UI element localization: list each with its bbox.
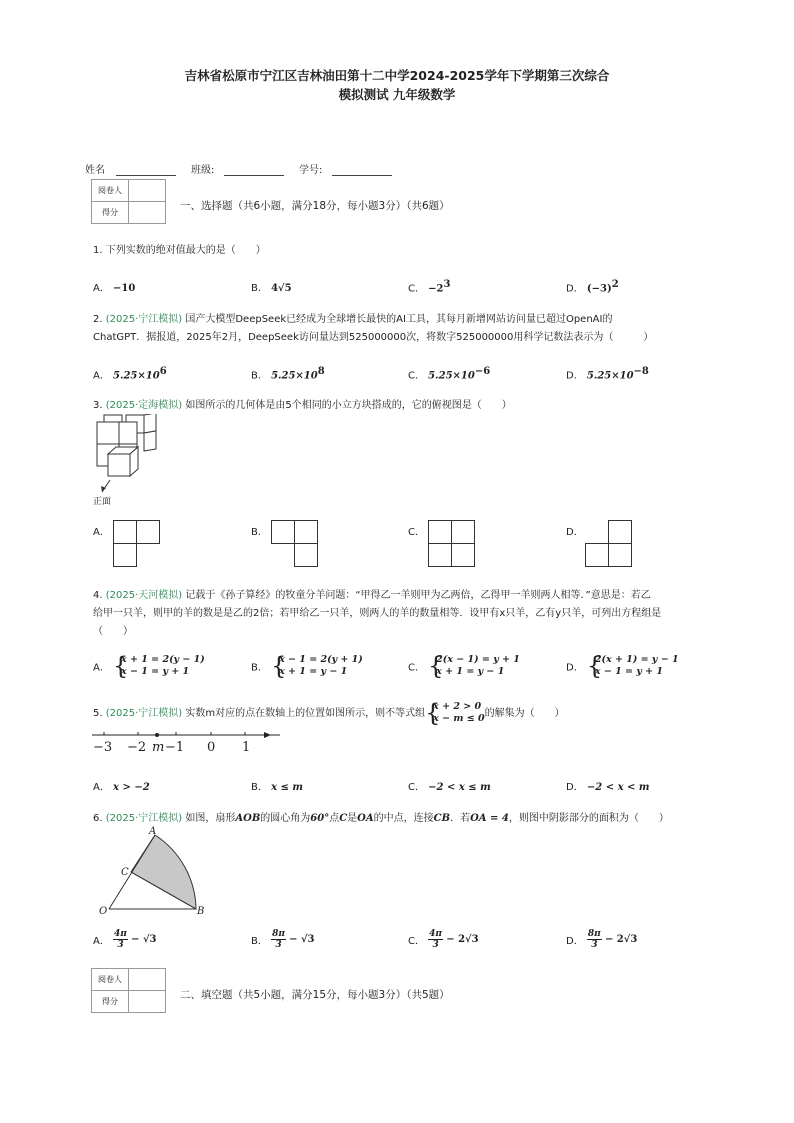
score-label-2: 得分 bbox=[92, 991, 129, 1013]
q1-option-c[interactable]: C． $-2^3$ bbox=[408, 279, 451, 295]
score-cell[interactable] bbox=[129, 202, 166, 224]
number-label: 学号: bbox=[299, 165, 323, 176]
q4-option-b[interactable]: B． { x − 1 = 2(y + 1) x + 1 = y − 1 bbox=[251, 652, 363, 680]
q3-option-b-figure bbox=[271, 520, 319, 568]
question-4-stem: 4. (2025·天河模拟) 记载于《孙子算经》的牧童分羊问题：“甲得乙一羊则甲为乙两倍，乙得甲一羊则两人相等．”意思是：若乙 bbox=[93, 590, 651, 601]
q6-source: (2025·宁江模拟) bbox=[105, 813, 183, 824]
name-field[interactable] bbox=[85, 161, 176, 176]
page-title-line2: 模拟测试 九年级数学 bbox=[338, 87, 456, 102]
reviewer-label-2: 阅卷人 bbox=[92, 969, 129, 991]
q2-option-a[interactable]: A． $5.25\times 10^6$ bbox=[93, 366, 167, 382]
number-field[interactable] bbox=[299, 161, 392, 176]
number-blank[interactable] bbox=[332, 165, 392, 176]
q3-source: (2025·定海模拟) bbox=[105, 400, 183, 411]
q5-number-line bbox=[90, 727, 280, 755]
q3-option-d-figure bbox=[585, 520, 633, 568]
svg-text:1: 1 bbox=[242, 740, 251, 755]
q2-option-c[interactable]: C． $5.25\times 10^{-6}$ bbox=[408, 366, 491, 382]
q5-source: (2025·宁江模拟) bbox=[105, 708, 183, 719]
svg-text:O: O bbox=[99, 906, 108, 917]
q6-sector-figure bbox=[95, 823, 210, 923]
q3-option-b[interactable]: B． bbox=[251, 527, 268, 538]
q4-option-d[interactable]: D． { 2(x + 1) = y − 1 x − 1 = y + 1 bbox=[566, 652, 679, 680]
q6-option-a[interactable]: A． $\frac{4\pi}{3}$ − √3 bbox=[93, 929, 157, 950]
q3-option-c[interactable]: C． bbox=[408, 527, 425, 538]
score-label: 得分 bbox=[92, 202, 129, 224]
svg-text:C: C bbox=[121, 867, 129, 878]
q6-option-c[interactable]: C． $\frac{4\pi}{3}$ − 2√3 bbox=[408, 929, 479, 950]
q3-option-a[interactable]: A． bbox=[93, 527, 110, 538]
page-title-line1: 吉林省松原市宁江区吉林油田第十二中学2024-2025学年下学期第三次综合 bbox=[184, 68, 610, 83]
q5-option-a[interactable]: A． x > −2 bbox=[93, 782, 150, 793]
score-box-2 bbox=[91, 968, 166, 1013]
reviewer-cell[interactable] bbox=[129, 180, 166, 202]
axis-arrow-icon bbox=[264, 732, 271, 738]
class-field[interactable] bbox=[191, 161, 284, 176]
q6-option-b[interactable]: B． $\frac{8\pi}{3}$ − √3 bbox=[251, 929, 315, 950]
q1-option-a[interactable]: A． −10 bbox=[93, 283, 136, 294]
question-3-stem: 3. (2025·定海模拟) 如图所示的几何体是由5个相同的小立方块搭成的，它的俯视图是（ ） bbox=[93, 400, 512, 411]
q2-source: (2025·宁江模拟) bbox=[105, 314, 183, 325]
q3-solid-figure bbox=[90, 414, 170, 510]
svg-text:−1: −1 bbox=[165, 740, 185, 755]
score-cell-2[interactable] bbox=[129, 991, 166, 1013]
name-label: 姓名 bbox=[85, 165, 105, 176]
question-5-stem: 5. (2025·宁江模拟) 实数m对应的点在数轴上的位置如图所示，则不等式组 { x + 2 > 0 x − m ≤ 0 的解集为（ ） bbox=[93, 699, 565, 727]
q5-option-d[interactable]: D． −2 < x < m bbox=[566, 782, 650, 793]
name-blank[interactable] bbox=[116, 165, 176, 176]
question-1-stem: 1. 下列实数的绝对值最大的是（ ） bbox=[93, 245, 266, 256]
q2-option-d[interactable]: D． $5.25\times 10^{-8}$ bbox=[566, 366, 649, 382]
q3-option-a-figure bbox=[113, 520, 161, 568]
q2-option-b[interactable]: B． $5.25\times 10^8$ bbox=[251, 366, 325, 382]
svg-text:B: B bbox=[197, 906, 205, 917]
m-point bbox=[155, 733, 159, 737]
score-box bbox=[91, 179, 166, 224]
class-blank[interactable] bbox=[224, 165, 284, 176]
class-label: 班级: bbox=[191, 165, 215, 176]
q4-option-c[interactable]: C． { 2(x − 1) = y + 1 x + 1 = y − 1 bbox=[408, 652, 520, 680]
section-heading: 一、选择题（共6小题，满分18分，每小题3分）（共6题） bbox=[180, 200, 450, 212]
q3-option-d[interactable]: D． bbox=[566, 527, 584, 538]
reviewer-label: 阅卷人 bbox=[92, 180, 129, 202]
question-6-stem: 6. (2025·宁江模拟) 如图，扇形AOB的圆心角为60°点C是OA的中点，连接CB．若OA = 4，则图中阴影部分的面积为（ ） bbox=[93, 813, 669, 824]
svg-text:−3: −3 bbox=[93, 740, 113, 755]
front-label: 正面 bbox=[93, 497, 112, 507]
q5-option-b[interactable]: B． x ≤ m bbox=[251, 782, 303, 793]
svg-text:A: A bbox=[149, 826, 157, 837]
svg-text:m: m bbox=[152, 740, 165, 755]
question-2-stem: 2. (2025·宁江模拟) 国产大模型DeepSeek已经成为全球增长最快的AI工具，其每月新增网站访问量已超过OpenAI的 bbox=[93, 314, 613, 325]
q1-option-b[interactable]: B． 4√5 bbox=[251, 283, 292, 294]
shaded-region bbox=[131, 835, 196, 909]
svg-text:0: 0 bbox=[207, 740, 216, 755]
q1-option-d[interactable]: D． $(-3)^2$ bbox=[566, 279, 619, 295]
q3-option-c-figure bbox=[428, 520, 476, 568]
q4-source: (2025·天河模拟) bbox=[105, 590, 183, 601]
question-4-stem-cont: 给甲一只羊，则甲的羊的数是是乙的2倍；若甲给乙一只羊，则两人的羊的数量相等．设甲有x只羊，乙有y只羊，可列出方程组是 bbox=[93, 608, 662, 619]
svg-text:−2: −2 bbox=[127, 740, 147, 755]
q6-option-d[interactable]: D． $\frac{8\pi}{3}$ − 2√3 bbox=[566, 929, 638, 950]
q4-option-a[interactable]: A． { x + 1 = 2(y − 1) x − 1 = y + 1 bbox=[93, 652, 205, 680]
reviewer-cell-2[interactable] bbox=[129, 969, 166, 991]
question-4-stem-end: （ ） bbox=[93, 626, 133, 637]
question-2-stem-cont: ChatGPT．据报道，2025年2月，DeepSeek访问量达到525000000次，将数字525000000用科学记数法表示为（ ） bbox=[93, 332, 654, 343]
q5-option-c[interactable]: C． −2 < x ≤ m bbox=[408, 782, 491, 793]
section-heading-2: 二、填空题（共5小题，满分15分，每小题3分）（共5题） bbox=[180, 989, 450, 1001]
